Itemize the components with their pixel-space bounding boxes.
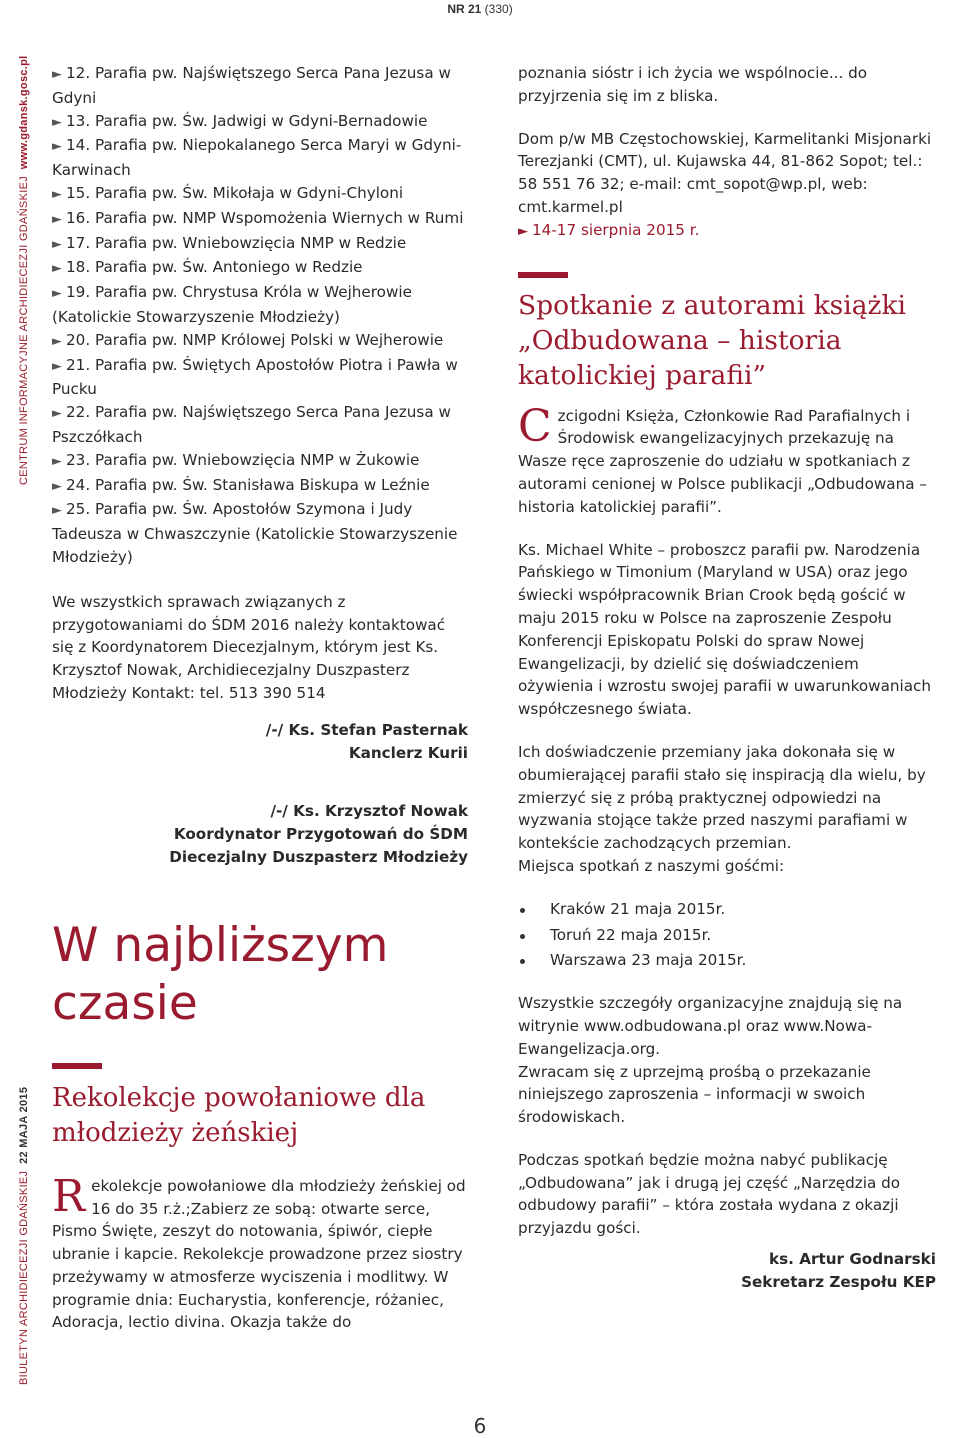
triangle-bullet-icon: ► xyxy=(52,478,62,494)
triangle-bullet-icon: ► xyxy=(52,261,62,277)
dropcap: C xyxy=(518,400,552,452)
triangle-bullet-icon: ► xyxy=(52,406,62,422)
list-item: ► 22. Parafia pw. Najświętszego Serca Pana Jezusa w Pszczółkach xyxy=(52,403,451,446)
triangle-bullet-icon: ► xyxy=(52,139,62,155)
list-item: ► 19. Parafia pw. Chrystusa Króla w Wejherowie (Katolickie Stowarzyszenie Młodzieży) xyxy=(52,283,412,326)
triangle-bullet-icon: ► xyxy=(52,286,62,302)
signature-role: Diecezjalny Duszpasterz Młodzieży xyxy=(169,847,468,866)
signature-role: Kanclerz Kurii xyxy=(348,743,468,762)
triangle-bullet-icon: ► xyxy=(52,236,62,252)
sidebar-date: 22 MAJA 2015 xyxy=(18,1086,30,1164)
paragraph: Ich doświadczenie przemiany jaka dokonała się w obumierającej parafii stało się inspiracją dla wielu, by zmierzyć się z próbą praktycznej odpowiedzi na wyzwania stojące także przed naszymi parafiami w kontekście zachodzących przemian. xyxy=(518,742,926,853)
list-item: ► 14. Parafia pw. Niepokalanego Serca Maryi w Gdyni-Karwinach xyxy=(52,136,462,180)
sidebar-top xyxy=(18,55,30,485)
list-item: ► 16. Parafia pw. NMP Wspomożenia Wiernych w Rumi xyxy=(52,208,464,227)
contact-text: We wszystkich sprawach związanych z przygotowaniami do ŚDM 2016 należy kontaktować się z Koordynatorem Diecezjalnym, którym jest Ks. Krzysztof Nowak, Archidiecezjalny Duszpasterz Młodzieży Kontakt: tel. 513 390 514 xyxy=(52,592,446,702)
paragraph: Zwracam się z uprzejmą prośbą o przekazanie niniejszego zaproszenia – informacji w swoich środowiskach. xyxy=(518,1062,871,1127)
list-item: ► 17. Parafia pw. Wniebowzięcia NMP w Redzie xyxy=(52,233,407,252)
parish-list xyxy=(52,62,468,569)
list-item: ► 24. Parafia pw. Św. Stanisława Biskupa w Leźnie xyxy=(52,475,430,494)
left-column xyxy=(52,62,468,1334)
issue-header xyxy=(0,2,960,16)
section-title: W najbliższym czasie xyxy=(52,917,389,1031)
page-number: 6 xyxy=(473,1414,487,1438)
triangle-bullet-icon: ► xyxy=(52,453,62,469)
continuation-text: poznania sióstr i ich życia we wspólnocie... do przyjrzenia się im z bliska. xyxy=(518,64,868,105)
list-item: ► 23. Parafia pw. Wniebowzięcia NMP w Żukowie xyxy=(52,450,420,469)
sidebar-url[interactable]: www.gdansk.gosc.pl xyxy=(18,55,30,170)
intro-text: Czcigodni Księża, Członkowie Rad Parafialnych i Środowisk ewangelizacyjnych przekazuję na Wasze ręce zaproszenie do udziału w spotkaniach z autorami cenionej w Polsce publikacji „Odbudowana – historia katolickiej parafii”. xyxy=(518,400,927,516)
signature-chancellor xyxy=(52,719,468,765)
issue-label: NR 21 xyxy=(447,2,482,16)
list-item: ► 15. Parafia pw. Św. Mikołaja w Gdyni-Chyloni xyxy=(52,183,404,202)
paragraph: Wszystkie szczegóły organizacyjne znajdują się na witrynie www.odbudowana.pl oraz www.Nowa-Ewangelizacja.org. xyxy=(518,994,903,1058)
triangle-bullet-icon: ► xyxy=(52,503,62,519)
paragraph: Podczas spotkań będzie można nabyć publikację „Odbudowana” jak i drugą jej część „Narzędzia do odbudowy parafii” – która została wydana z okazji przyjazdu gości. xyxy=(518,1150,901,1238)
signature-name: /-/ Ks. Stefan Pasternak xyxy=(265,720,468,739)
sidebar-bottom xyxy=(18,1087,30,1385)
issue-number: (330) xyxy=(484,2,513,16)
right-column xyxy=(518,62,936,1294)
sidebar-bottom-label: BIULETYN ARCHIDIECEZJI GDAŃSKIEJ xyxy=(18,1170,30,1385)
triangle-bullet-icon: ► xyxy=(52,186,62,202)
signature-secretary xyxy=(518,1248,936,1294)
title-accent-bar xyxy=(52,1063,102,1069)
signature-coordinator xyxy=(52,800,468,868)
triangle-bullet-icon: ► xyxy=(52,211,62,227)
title-accent-bar xyxy=(518,272,568,278)
list-item: ► 18. Parafia pw. Św. Antoniego w Redzie xyxy=(52,258,363,277)
list-item: Toruń 22 maja 2015r. xyxy=(518,924,936,947)
list-item: ► 20. Parafia pw. NMP Królowej Polski w Wejherowie xyxy=(52,330,444,349)
article-title: Rekolekcje powołaniowe dla młodzieży żeńskiej xyxy=(52,1082,426,1148)
signature-name: /-/ Ks. Krzysztof Nowak xyxy=(270,802,468,821)
list-item: ► 13. Parafia pw. Św. Jadwigi w Gdyni-Bernadowie xyxy=(52,111,428,130)
list-item: ► 25. Parafia pw. Św. Apostołów Szymona i Judy Tadeusza w Chwaszczynie (Katolickie Stowarzyszenie Młodzieży) xyxy=(52,500,458,566)
triangle-bullet-icon: ► xyxy=(518,223,528,239)
list-item: Kraków 21 maja 2015r. xyxy=(518,898,936,921)
article-title: Spotkanie z autorami książki „Odbudowana – historia katolickiej parafii” xyxy=(518,289,907,391)
dropcap: R xyxy=(52,1170,86,1222)
triangle-bullet-icon: ► xyxy=(52,333,62,349)
triangle-bullet-icon: ► xyxy=(52,358,62,374)
sidebar-top-label: CENTRUM INFORMACYJNE ARCHIDIECEZJI GDAŃSKIEJ xyxy=(18,175,30,485)
signature-role: Sekretarz Zespołu KEP xyxy=(741,1272,936,1291)
address-text: Dom p/w MB Częstochowskiej, Karmelitanki Misjonarki Terezjanki (CMT), ul. Kujawska 44, 81-862 Sopot; tel.: 58 551 76 32; e-mail: cmt_sopot@wp.pl, web: cmt.karmel.pl xyxy=(518,129,932,216)
triangle-bullet-icon: ► xyxy=(52,114,62,130)
article-body: Rekolekcje powołaniowe dla młodzieży żeńskiej od 16 do 35 r.ż.;Zabierz ze sobą: otwarte serce, Pismo Święte, zeszyt do notowania, śpiwór, ciepłe ubranie i kapcie. Rekolekcje prowadzone przez siostry przeżywamy w atmosferze wyciszenia i modlitwy. W programie dnia: Eucharystia, konferencje, różaniec, Adoracja, lectio divina. Okazja także do xyxy=(52,1170,466,1332)
paragraph: Ks. Michael White – proboszcz parafii pw. Narodzenia Pańskiego w Timonium (Maryland w USA) oraz jego świecki współpracownik Brian Crook będą gościć w maju 2015 roku w Polsce na zaproszenie Zespołu Konferencji Episkopatu Polski do spraw Nowej Ewangelizacji, by dzielić się doświadczeniem ożywienia i wzrostu swojej parafii w uwarunkowaniach współczesnego świata. xyxy=(518,540,932,719)
paragraph: Miejsca spotkań z naszymi gośćmi: xyxy=(518,856,785,875)
signature-role: Koordynator Przygotowań do ŚDM xyxy=(173,825,468,844)
list-item: ► 21. Parafia pw. Świętych Apostołów Piotra i Pawła w Pucku xyxy=(52,355,458,399)
signature-name: ks. Artur Godnarski xyxy=(769,1250,936,1269)
list-item: Warszawa 23 maja 2015r. xyxy=(518,949,936,972)
triangle-bullet-icon: ► xyxy=(52,67,62,82)
event-date: ► 14-17 sierpnia 2015 r. xyxy=(518,220,700,239)
locations-list xyxy=(518,898,936,972)
list-item: ► 12. Parafia pw. Najświętszego Serca Pana Jezusa w Gdyni xyxy=(52,64,451,107)
